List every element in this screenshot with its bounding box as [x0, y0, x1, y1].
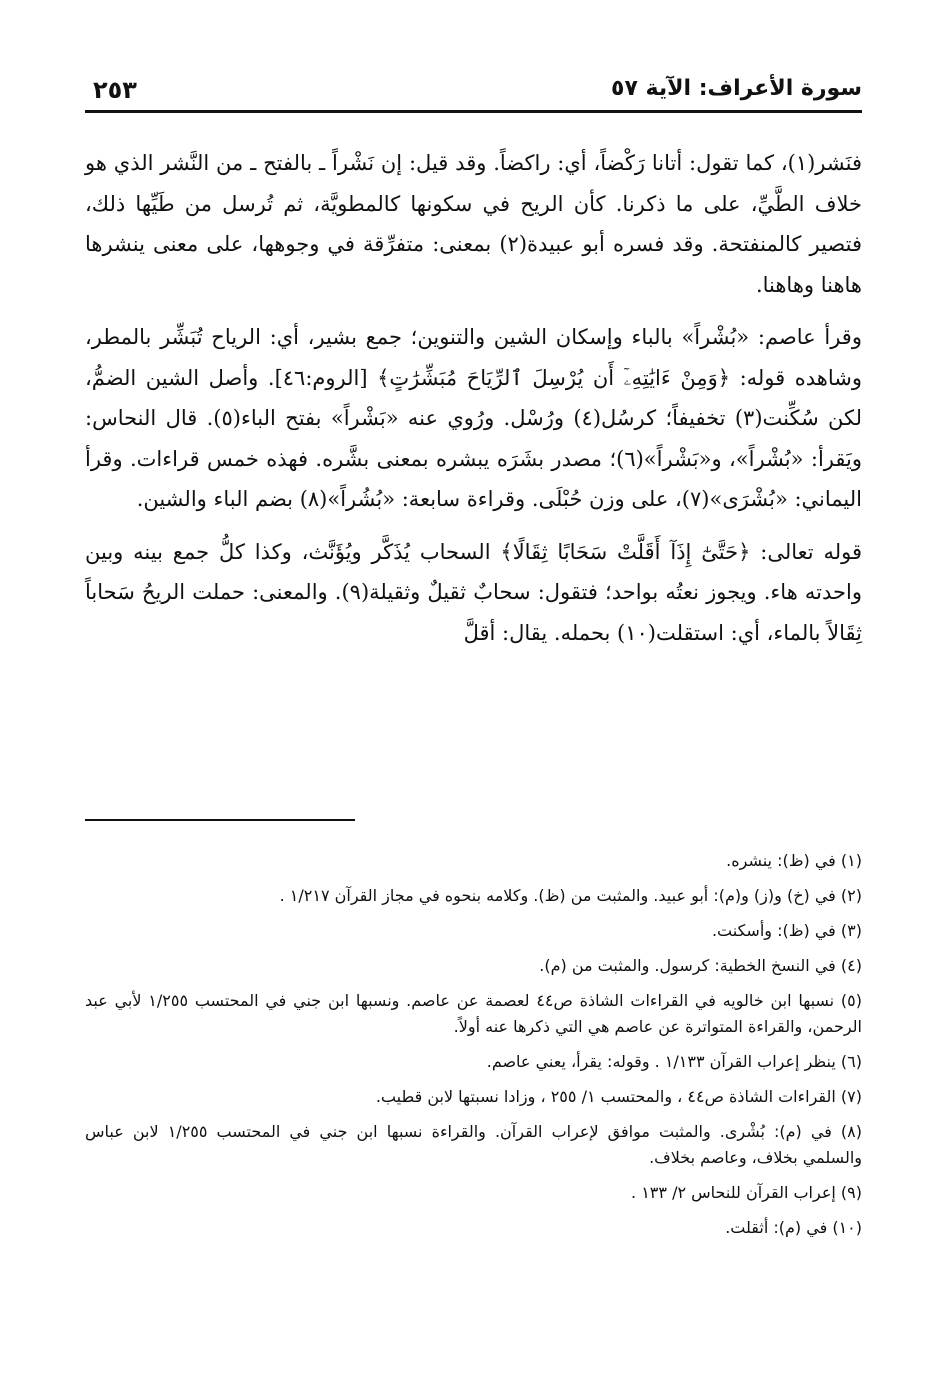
footnote-1: (١) في (ظ): ينشره.	[726, 851, 862, 870]
footnote-5: (٥) نسبها ابن خالويه في القراءات الشاذة ص٤٤ لعصمة عن عاصم. ونسبها ابن جني في المحتسب ١/٢٥٥ لأبي عبد الرحمن، والقراءة المتواترة عن عاصم هي التي ذكرها عنه أولاً.	[85, 991, 863, 1036]
footnotes-list	[85, 848, 862, 1250]
paragraph-1: فنَشر(١)، كما تقول: أتانا رَكْضاً، أي: راكضاً. وقد قيل: إن نَشْراً ـ بالفتح ـ من النَّشر الذي هو خلاف الطَّيِّ، على ما ذكرنا. كأن الريح في سكونها كالمطويَّة، ثم تُرسل من طَيِّها ذلك، فتصير كالمنفتحة. وقد فسره أبو عبيدة(٢) بمعنى: متفرِّقة في وجوهها، على معنى ينشرها هاهنا وهاهنا.	[85, 151, 863, 297]
footnote-8: (٨) في (م): بُشْرى. والمثبت موافق لإعراب القرآن. والقراءة نسبها ابن جني في المحتسب ١/٢٥٥ لابن عباس والسلمي بخلاف، وعاصم بخلاف.	[85, 1122, 862, 1167]
paragraph-2: وقرأ عاصم: «بُشْراً» بالباء وإسكان الشين والتنوين؛ جمع بشير، أي: الرياح تُبَشِّر بالمطر، وشاهده قوله: ﴿وَمِنْ ءَايَٰتِهِۦٓ أَن يُرْسِلَ ٱلرِّيَاحَ مُبَشِّرَٰتٍ﴾ [الروم:٤٦]. وأصل الشين الضمُّ، لكن سُكِّنت(٣) تخفيفاً؛ كرسُل(٤) ورُسْل. ورُوي عنه «بَشْراً» بفتح الباء(٥). قال النحاس: ويَقرأ: «بُشْراً»، و«بَشْراً»(٦)؛ مصدر بشَرَه يبشره بمعنى بشَّره. فهذه خمس قراءات. وقرأ اليماني: «بُشْرَى»(٧)، على وزن حُبْلَى. وقراءة سابعة: «بُشُراً»(٨) بضم الباء والشين.	[85, 325, 862, 511]
footnote-9: (٩) إعراب القرآن للنحاس ٢/ ١٣٣ .	[631, 1183, 862, 1202]
footnote-4: (٤) في النسخ الخطية: كرسول. والمثبت من (م).	[539, 956, 862, 975]
page-number: ٢٥٣	[93, 76, 137, 104]
footnote-2: (٢) في (خ) و(ز) و(م): أبو عبيد. والمثبت من (ظ). وكلامه بنحوه في مجاز القرآن ١/٢١٧ .	[279, 886, 862, 905]
main-text	[85, 143, 862, 665]
paragraph-3: قوله تعالى: ﴿حَتَّىٰٓ إِذَآ أَقَلَّتْ سَحَابًا ثِقَالًا﴾ السحاب يُذَكَّر ويُؤَنَّث، وكذا كلُّ جمع بينه وبين واحدته هاء. ويجوز نعتُه بواحد؛ فتقول: سحابٌ ثقيلٌ وثقيلة(٩). والمعنى: حملت الريحُ سَحاباً ثِقَالاً بالماء، أي: استقلت(١٠) بحمله. يقال: أقلَّ	[85, 539, 862, 645]
footnote-10: (١٠) في (م): أثقلت.	[725, 1218, 862, 1237]
footnote-divider	[85, 819, 355, 821]
book-page	[85, 60, 862, 1360]
surah-title: سورة الأعراف: الآية ٥٧	[611, 76, 862, 101]
footnote-7: (٧) القراءات الشاذة ص٤٤ ، والمحتسب ١/ ٢٥٥ ، وزادا نسبتها لابن قطيب.	[375, 1087, 862, 1106]
footnote-6: (٦) ينظر إعراب القرآن ١/١٣٣ . وقوله: يقرأ، يعني عاصم.	[486, 1052, 862, 1071]
footnote-3: (٣) في (ظ): وأسكنت.	[711, 921, 862, 940]
running-header	[85, 76, 862, 113]
